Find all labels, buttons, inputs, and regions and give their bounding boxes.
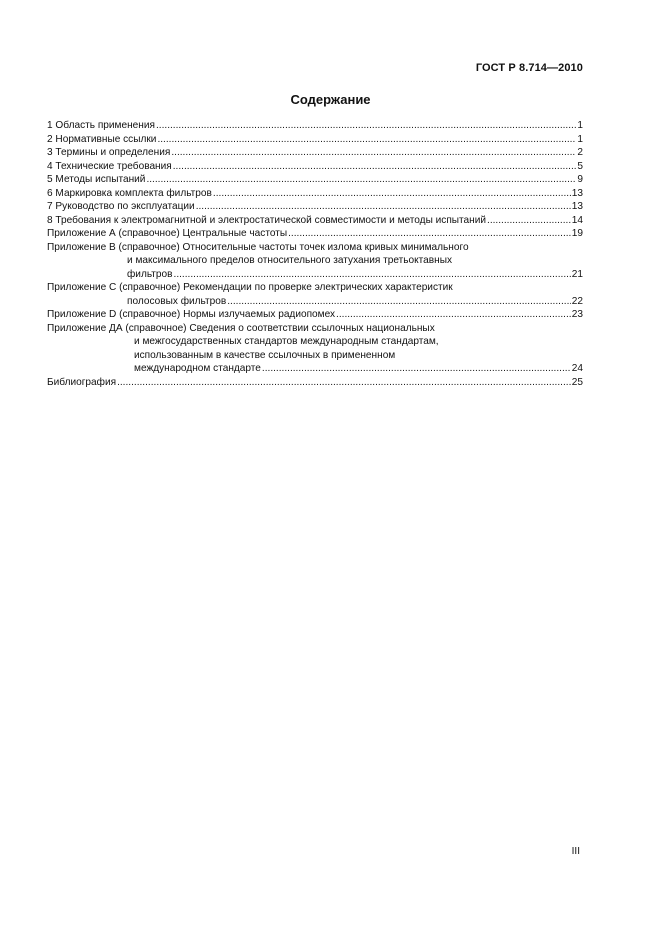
toc-entry-page: 24 [571,363,583,374]
toc-entry-line [47,160,583,174]
dot-leader [288,227,571,241]
toc-entry-line [47,376,583,390]
toc-entry-line [47,200,583,214]
dot-leader [146,173,576,187]
toc-entry-line: Приложение С (справочное) Рекомендации по проверке электрических характеристик [47,282,453,293]
toc-entry-line [47,187,583,201]
dot-leader [156,119,576,133]
toc-entry-line [47,308,583,322]
toc-entry[interactable] [47,160,583,174]
toc-entry-page: 2 [577,147,583,158]
toc-entry-title: 6 Маркировка комплекта фильтров [47,187,212,199]
toc-entry-page: 13 [571,187,583,199]
page-number: III [571,846,580,857]
toc-entry-line: и максимального пределов относительного затухания третьоктавных [127,255,453,266]
toc-entry-title: международном стандарте [134,363,261,374]
toc-entry-line: использованным в качестве ссылочных в примененном [134,349,396,361]
toc-entry-page: 1 [577,133,583,145]
toc-entry[interactable] [47,146,583,160]
toc-entry[interactable] [47,200,583,214]
toc-entry-page: 14 [571,214,583,226]
toc-entry-title: 1 Область применения [47,120,155,131]
dot-leader [173,160,577,174]
toc-entry[interactable] [47,227,583,241]
toc-entry-title: 4 Технические требования [47,160,172,172]
toc-entry-line [47,214,583,228]
toc-entry-line: Приложение ДА (справочное) Сведения о соответствии ссылочных национальных [47,322,435,334]
toc-entry-line [47,362,583,376]
toc-entry-title: полосовых фильтров [127,295,227,307]
toc-entry[interactable] [47,281,583,308]
dot-leader [213,187,571,201]
toc-entry-page: 23 [571,309,583,320]
toc-entry-page: 21 [571,268,583,280]
toc-entry-page: 22 [571,295,583,307]
toc-entry-line [47,133,583,147]
toc-entry[interactable] [47,133,583,147]
dot-leader [157,133,576,147]
toc-entry-line: Приложение В (справочное) Относительные частоты точек излома кривых минимального [47,241,469,253]
toc-entry-page: 1 [577,120,583,131]
toc-entry-line: и межгосударственных стандартов международным стандартам, [134,336,439,347]
toc-entry-line [47,227,583,241]
toc-entry-title: 5 Методы испытаний [47,174,146,185]
toc-entry[interactable] [47,241,583,282]
table-of-contents [47,119,583,389]
toc-entry[interactable] [47,308,583,322]
toc-entry-line [47,146,583,160]
toc-entry[interactable] [47,214,583,228]
toc-entry-page: 25 [571,376,583,388]
toc-entry-page: 13 [571,201,583,212]
toc-entry-title: 7 Руководство по эксплуатации [47,201,195,212]
toc-entry[interactable] [47,376,583,390]
toc-entry-page: 9 [577,174,583,185]
toc-entry[interactable] [47,119,583,133]
document-code: ГОСТ Р 8.714—2010 [475,62,583,74]
toc-entry-title: 2 Нормативные ссылки [47,133,157,145]
toc-entry[interactable] [47,187,583,201]
toc-entry-line [47,268,583,282]
toc-entry-line [47,173,583,187]
toc-entry-title: Приложение А (справочное) Центральные частоты [47,228,288,239]
dot-leader [196,200,571,214]
dot-leader [262,362,571,376]
toc-entry-page: 19 [571,228,583,239]
toc-entry-page: 5 [577,160,583,172]
toc-entry-title: Библиография [47,376,117,388]
dot-leader [117,376,571,390]
toc-entry-line [47,295,583,309]
dot-leader [174,268,571,282]
toc-entry[interactable] [47,322,583,376]
dot-leader [487,214,571,228]
toc-entry-title: фильтров [127,268,173,280]
toc-entry-title: Приложение D (справочное) Нормы излучаемых радиопомех [47,309,336,320]
dot-leader [336,308,571,322]
toc-entry-line [47,119,583,133]
toc-entry[interactable] [47,173,583,187]
toc-title: Содержание [290,92,371,107]
toc-entry-title: 3 Термины и определения [47,147,171,158]
dot-leader [171,146,576,160]
dot-leader [227,295,571,309]
toc-entry-title: 8 Требования к электромагнитной и электростатической совместимости и методы испытаний [47,214,487,226]
